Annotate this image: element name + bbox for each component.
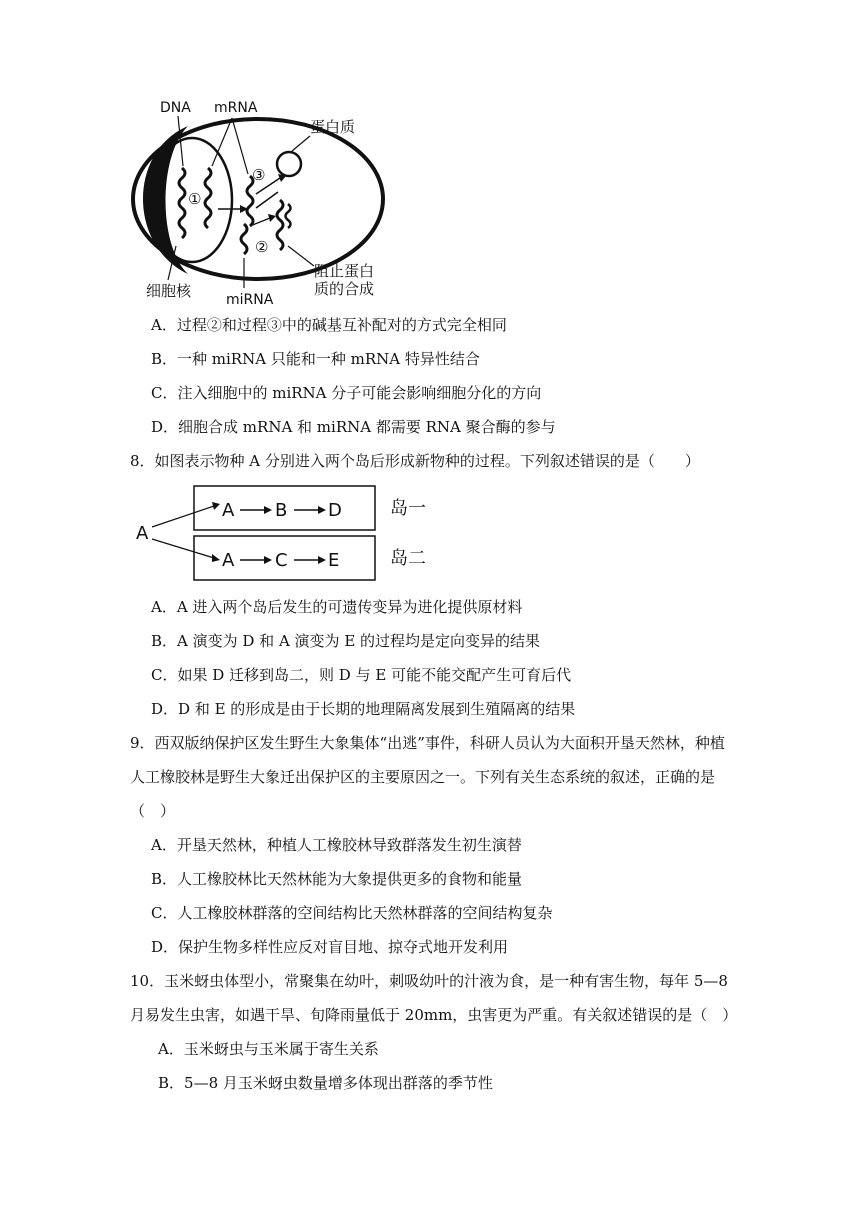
row1-species-a: A (222, 500, 235, 521)
q7-option-d: D．细胞合成 mRNA 和 miRNA 都需要 RNA 聚合酶的参与 (151, 418, 556, 436)
row1-species-d: D (328, 500, 342, 521)
label-block-1: 阻止蛋白 (314, 262, 375, 280)
mirna-regulation-diagram (128, 96, 398, 308)
q8-option-b: B．A 演变为 D 和 A 演变为 E 的过程均是定向变异的结果 (151, 632, 541, 650)
row1-species-b: B (275, 500, 288, 521)
q8-option-c: C．如果 D 迁移到岛二，则 D 与 E 可能不能交配产生可育后代 (151, 666, 572, 684)
q10-option-b: B．5—8 月玉米蚜虫数量增多体现出群落的季节性 (158, 1074, 493, 1092)
row2-species-e: E (328, 550, 340, 571)
mirna-strand (241, 224, 247, 254)
source-species: A (136, 523, 149, 544)
q7-option-b: B．一种 miRNA 只能和一种 mRNA 特异性结合 (151, 350, 480, 368)
q7-option-a: A．过程②和过程③中的碱基互补配对的方式完全相同 (151, 316, 507, 334)
q8-option-d: D．D 和 E 的形成是由于长期的地理隔离发展到生殖隔离的结果 (151, 700, 576, 718)
row2-species-c: C (275, 550, 288, 571)
mrna-strand-nucleus (205, 168, 211, 228)
label-process-3: ③ (252, 166, 266, 184)
label-mirna: miRNA (226, 292, 274, 308)
q9-stem-line2: 人工橡胶林是野生大象迁出保护区的主要原因之一。下列有关生态系统的叙述，正确的是 (130, 768, 716, 786)
protein-circle (277, 152, 301, 176)
label-block-2: 质的合成 (314, 280, 375, 298)
speciation-diagram (132, 482, 442, 586)
label-mrna: mRNA (214, 100, 258, 116)
label-process-2: ② (255, 238, 269, 256)
label-nucleus: 细胞核 (146, 282, 192, 300)
row2-species-a: A (222, 550, 235, 571)
q10-option-a: A．玉米蚜虫与玉米属于寄生关系 (158, 1040, 379, 1058)
q9-option-d: D．保护生物多样性应反对盲目地、掠夺式地开发利用 (151, 938, 509, 956)
island1-label: 岛一 (390, 498, 426, 519)
q10-stem-line1: 10．玉米蚜虫体型小，常聚集在幼叶，刺吸幼叶的汁液为食，是一种有害生物，每年 5—8 (130, 972, 728, 990)
q10-stem-line2: 月易发生虫害，如遇干旱、旬降雨量低于 20mm，虫害更为严重。有关叙述错误的是（ ） (130, 1006, 738, 1024)
island2-label: 岛二 (390, 548, 426, 569)
label-process-1: ① (188, 190, 202, 208)
mrna-mirna-complex (277, 200, 283, 250)
dna-strand (179, 168, 185, 238)
q9-stem-line1: 9．西双版纳保护区发生野生大象集体“出逃”事件，科研人员认为大面积开垦天然林，种植 (130, 734, 725, 752)
q7-option-c: C．注入细胞中的 miRNA 分子可能会影响细胞分化的方向 (151, 384, 542, 402)
q9-option-a: A．开垦天然林，种植人工橡胶林导致群落发生初生演替 (151, 836, 522, 854)
q8-stem: 8．如图表示物种 A 分别进入两个岛后形成新物种的过程。下列叙述错误的是（ ） (130, 452, 700, 470)
q8-option-a: A．A 进入两个岛后发生的可遗传变异为进化提供原材料 (151, 598, 523, 616)
label-protein: 蛋白质 (310, 118, 356, 136)
q9-option-c: C．人工橡胶林群落的空间结构比天然林群落的空间结构复杂 (151, 904, 553, 922)
q9-stem-line3: （ ） (130, 802, 176, 820)
label-dna: DNA (160, 100, 191, 116)
q9-option-b: B．人工橡胶林比天然林能为大象提供更多的食物和能量 (151, 870, 523, 888)
